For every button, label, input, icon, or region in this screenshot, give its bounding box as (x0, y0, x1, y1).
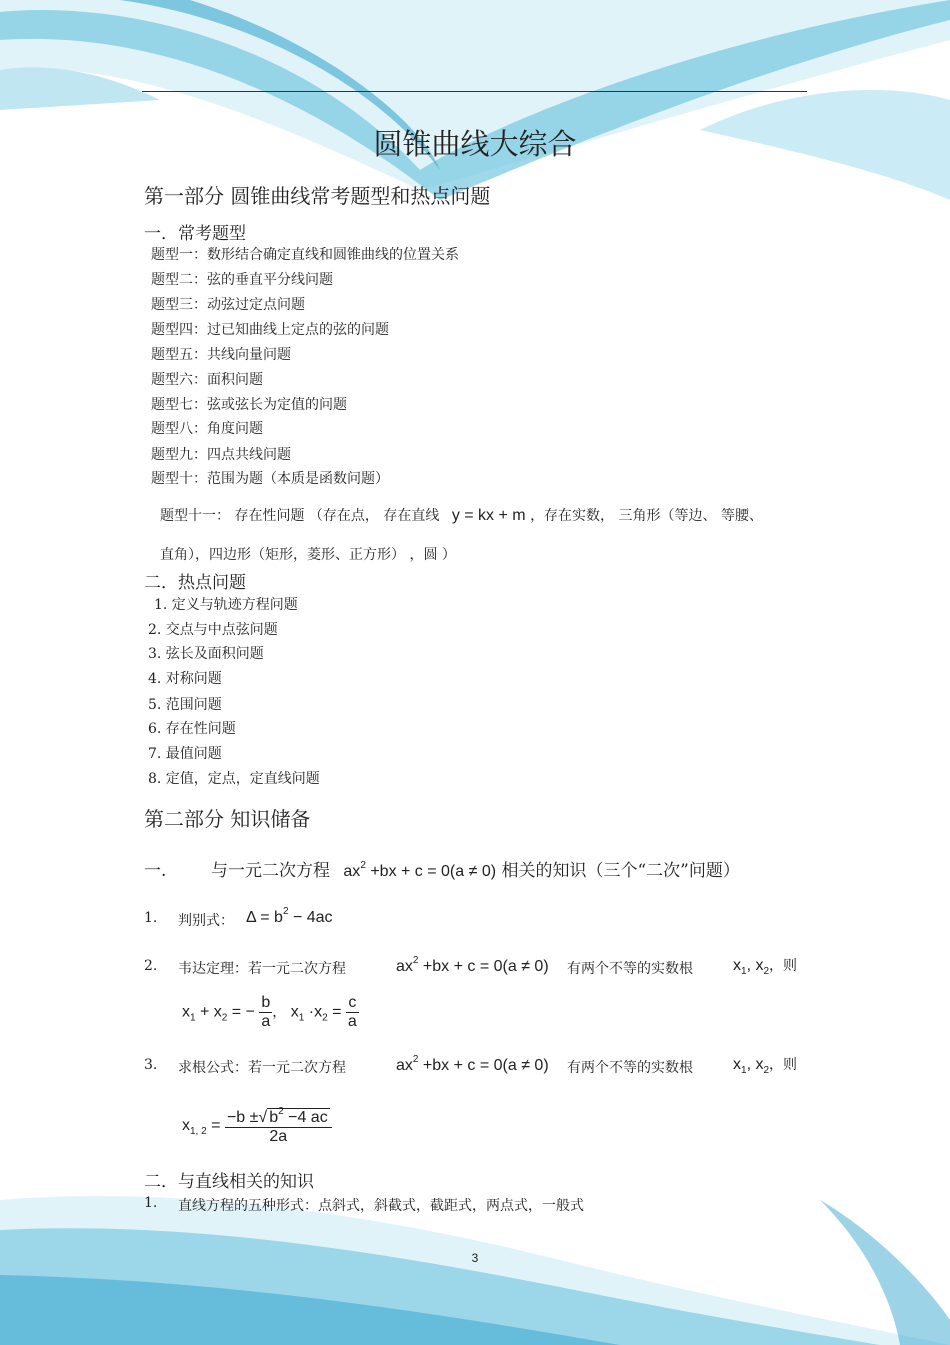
formula-subscript: 2 (322, 1012, 328, 1024)
vieta-roots (733, 955, 797, 977)
formula-subscript: 1 (190, 1012, 196, 1024)
list-item: 8. 定值，定点，定直线问题 (148, 771, 320, 787)
quadratic-section-number: 一. (144, 861, 167, 881)
quadratic-section-lead: 与一元二次方程 (211, 861, 330, 881)
list-item: 3. 弦长及面积问题 (148, 646, 264, 662)
line-forms-text: 直线方程的五种形式：点斜式，斜截式，截距式，两点式，一般式 (178, 1198, 584, 1214)
list-item: 题型七：弦或弦长为定值的问题 (151, 397, 347, 413)
list-item: 题型二：弦的垂直平分线问题 (151, 272, 333, 288)
header-rule (142, 91, 807, 92)
fraction-numerator: c (346, 994, 359, 1013)
formula-term: x (182, 1117, 190, 1135)
list-item: 题型八：角度问题 (151, 421, 263, 437)
list-item: 6. 存在性问题 (148, 721, 236, 737)
fraction-numerator (225, 1106, 332, 1128)
eq-term: +bx + c = 0(a ≠ 0) (365, 863, 497, 880)
numerator-term: −b ± (226, 1109, 259, 1126)
list-item: 2. 交点与中点弦问题 (148, 622, 278, 638)
list-item: 1. 定义与轨迹方程问题 (154, 597, 298, 613)
quadratic-equation (343, 860, 497, 880)
root-var: x (733, 957, 741, 974)
radicand-term: b (269, 1109, 279, 1126)
formula-subscript: 1, 2 (190, 1126, 207, 1138)
root-subscript: 1 (741, 1065, 747, 1076)
root-var: , x (746, 1056, 764, 1073)
formula-term: + x (195, 1003, 222, 1021)
root-subscript: 2 (763, 1065, 770, 1076)
separator: ， (272, 1003, 287, 1020)
root-formula-text: 有两个不等的实数根 (567, 1060, 693, 1076)
list-item-existence-cont: 直角），四边形（矩形，菱形、正方形） ，圆 ） (160, 547, 456, 563)
formula-term: x (182, 1003, 190, 1021)
then-text: ，则 (769, 957, 798, 973)
item-number: 1. (144, 1195, 158, 1211)
formula-term: = (327, 1003, 342, 1021)
fraction-denominator: a (347, 1013, 357, 1030)
formula-term: x (290, 1003, 299, 1021)
list-item: 题型六：面积问题 (151, 372, 263, 388)
root-var: , x (746, 957, 764, 974)
root-formula-label: 求根公式：若一元二次方程 (178, 1060, 346, 1076)
eq-term: ax (396, 1057, 413, 1074)
part1-heading: 第一部分 圆锥曲线常考题型和热点问题 (144, 184, 491, 208)
list-item: 题型四：过已知曲线上定点的弦的问题 (151, 322, 389, 338)
root-formula-roots (733, 1054, 797, 1076)
section-line-knowledge-heading: 二．与直线相关的知识 (144, 1172, 314, 1192)
root-subscript: 2 (763, 966, 770, 977)
section-hot-topics-heading: 二．热点问题 (144, 573, 246, 593)
document-title: 圆锥曲线大综合 (373, 127, 577, 161)
item-number: 2. (144, 958, 158, 974)
vieta-equation (396, 955, 549, 976)
fraction-c-over-a (346, 994, 359, 1031)
list-item: 7. 最值问题 (148, 746, 222, 762)
discriminant-formula (246, 906, 333, 927)
existence-text-b: ，存在实数， 三角形（等边、 等腰、 (530, 508, 763, 524)
eq-exponent: 2 (412, 1054, 419, 1065)
list-item: 题型一：数形结合确定直线和圆锥曲线的位置关系 (151, 247, 459, 263)
root-subscript: 1 (741, 966, 747, 977)
section-common-types-heading: 一．常考题型 (144, 224, 246, 244)
eq-term: +bx + c = 0(a ≠ 0) (418, 958, 549, 975)
formula-exponent: 2 (282, 906, 289, 917)
root-formula-equation (396, 1054, 549, 1075)
part2-heading: 第二部分 知识储备 (144, 807, 311, 831)
vieta-label: 韦达定理：若一元二次方程 (178, 961, 346, 977)
root-var: x (733, 1056, 741, 1073)
root-fraction (225, 1106, 332, 1146)
formula-term: − 4ac (288, 909, 333, 926)
formula-term: ·x (304, 1003, 323, 1021)
eq-term: +bx + c = 0(a ≠ 0) (418, 1057, 549, 1074)
radicand (267, 1108, 330, 1126)
item-number: 3. (144, 1057, 158, 1073)
list-item: 5. 范围问题 (148, 697, 222, 713)
list-item: 题型十：范围为题（本质是函数问题） (151, 471, 389, 487)
list-item: 题型五：共线向量问题 (151, 347, 291, 363)
discriminant-label: 判别式： (178, 913, 234, 929)
existence-text-a: 题型十一： 存在性问题 （存在点， 存在直线 (160, 508, 440, 524)
quadratic-section-heading (211, 856, 740, 881)
eq-term: ax (396, 958, 413, 975)
list-item-existence (160, 505, 763, 525)
formula-term: Δ = b (246, 909, 283, 926)
sqrt-symbol: √ (258, 1109, 268, 1126)
eq-exponent: 2 (412, 955, 419, 966)
formula-term: = (206, 1117, 221, 1135)
fraction-denominator: a (261, 1013, 271, 1030)
fraction-denominator: 2a (269, 1128, 288, 1145)
then-text: ，则 (769, 1056, 798, 1072)
quadratic-section-tail: 相关的知识（三个“二次”问题） (501, 861, 740, 881)
item-number: 1. (144, 910, 158, 926)
page-number: 3 (471, 1251, 479, 1265)
radicand-exponent: 2 (278, 1106, 284, 1117)
list-item: 题型九：四点共线问题 (151, 447, 291, 463)
fraction-b-over-a (259, 994, 272, 1031)
list-item: 4. 对称问题 (148, 671, 222, 687)
formula-term: = − (227, 1003, 255, 1021)
vieta-roots-text: 有两个不等的实数根 (567, 961, 693, 977)
eq-term: ax (343, 863, 361, 880)
existence-line-formula: y = kx + m (451, 507, 526, 524)
formula-subscript: 2 (221, 1012, 228, 1024)
quadratic-root-formula (182, 1106, 332, 1146)
vieta-formulas (182, 994, 359, 1031)
radicand-term: −4 ac (283, 1109, 328, 1126)
fraction-numerator: b (261, 994, 271, 1011)
list-item: 题型三：动弦过定点问题 (151, 297, 305, 313)
formula-subscript: 1 (298, 1012, 305, 1024)
eq-exponent: 2 (360, 860, 366, 871)
